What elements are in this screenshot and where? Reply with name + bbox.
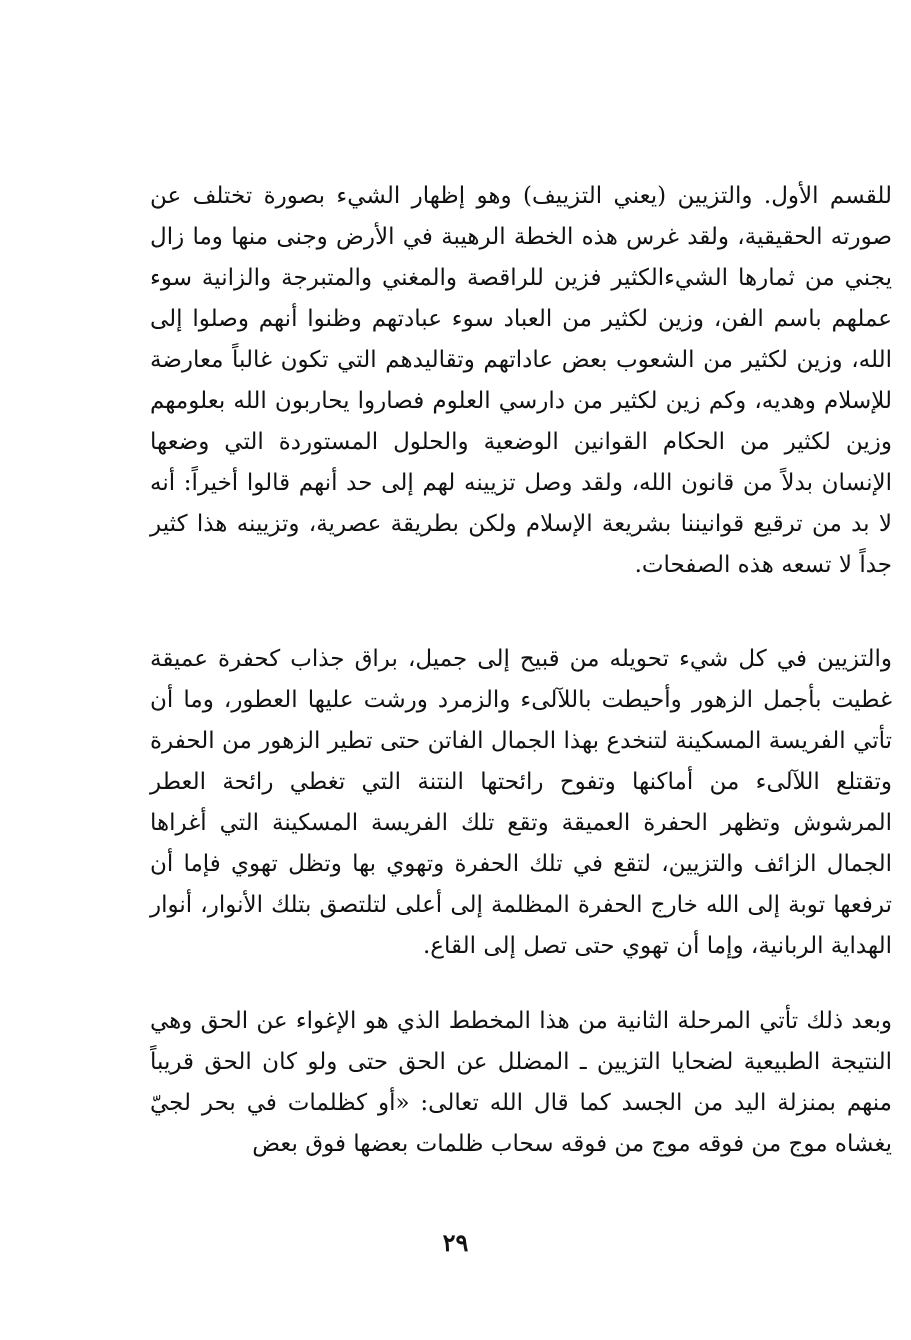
paragraph-3: وبعد ذلك تأتي المرحلة الثانية من هذا المخطط الذي هو الإغواء عن الحق وهي النتيجة الطبيعية لضحايا التزيين ـ المضلل عن الحق حتى ولو كان الحق قريباً منهم بمنزلة اليد من الجسد كما قال الله تعالى: «أو كظلمات في بحر لجيّ يغشاه موج من فوقه موج من فوقه سحاب ظلمات بعضها فوق بعض [150,1008,892,1157]
paragraph-1: للقسم الأول. والتزيين (يعني التزييف) وهو إظهار الشيء بصورة تختلف عن صورته الحقيقية، ولقد غرس هذه الخطة الرهيبة في الأرض وجنى منها وما زال يجني من ثمارها الشيءالكثير فزين للراقصة والمغني والمتبرجة والزانية سوء عملهم باسم الفن، وزين لكثير من العباد سوء عبادتهم وظنوا أنهم وصلوا إلى الله، وزين لكثير من الشعوب بعض عاداتهم وتقاليدهم التي تكون غالباً معارضة للإسلام وهديه، وكم زين لكثير من دارسي العلوم فصاروا يحاربون الله بعلومهم وزين لكثير من الحكام القوانين الوضعية والحلول المستوردة التي وضعها الإنسان بدلاً من قانون الله، ولقد وصل تزيينه لهم إلى حد أنهم قالوا أخيراً: أنه لا بد من ترقيع قوانيننا بشريعة الإسلام ولكن بطريقة عصرية، وتزيينه هذا كثير جداً لا تسعه هذه الصفحات. [150,183,892,578]
page-number: ٢٩ [442,1228,469,1257]
paragraph-2: والتزيين في كل شيء تحويله من قبيح إلى جميل، براق جذاب كحفرة عميقة غطيت بأجمل الزهور وأحيطت باللآلىء والزمرد ورشت عليها العطور، وما أن تأتي الفريسة المسكينة لتنخدع بهذا الجمال الفاتن حتى تطير الزهور من الحفرة وتقتلع اللآلىء من أماكنها وتفوح رائحتها النتنة التي تغطي رائحة العطر المرشوش وتظهر الحفرة العميقة وتقع تلك الفريسة المسكينة التي أغراها الجمال الزائف والتزيين، لتقع في تلك الحفرة وتهوي بها وتظل تهوي فإما أن ترفعها توبة إلى الله خارج الحفرة المظلمة إلى أعلى لتلتصق بتلك الأنوار، أنوار الهداية الربانية، وإما أن تهوي حتى تصل إلى القاع. [150,646,892,959]
